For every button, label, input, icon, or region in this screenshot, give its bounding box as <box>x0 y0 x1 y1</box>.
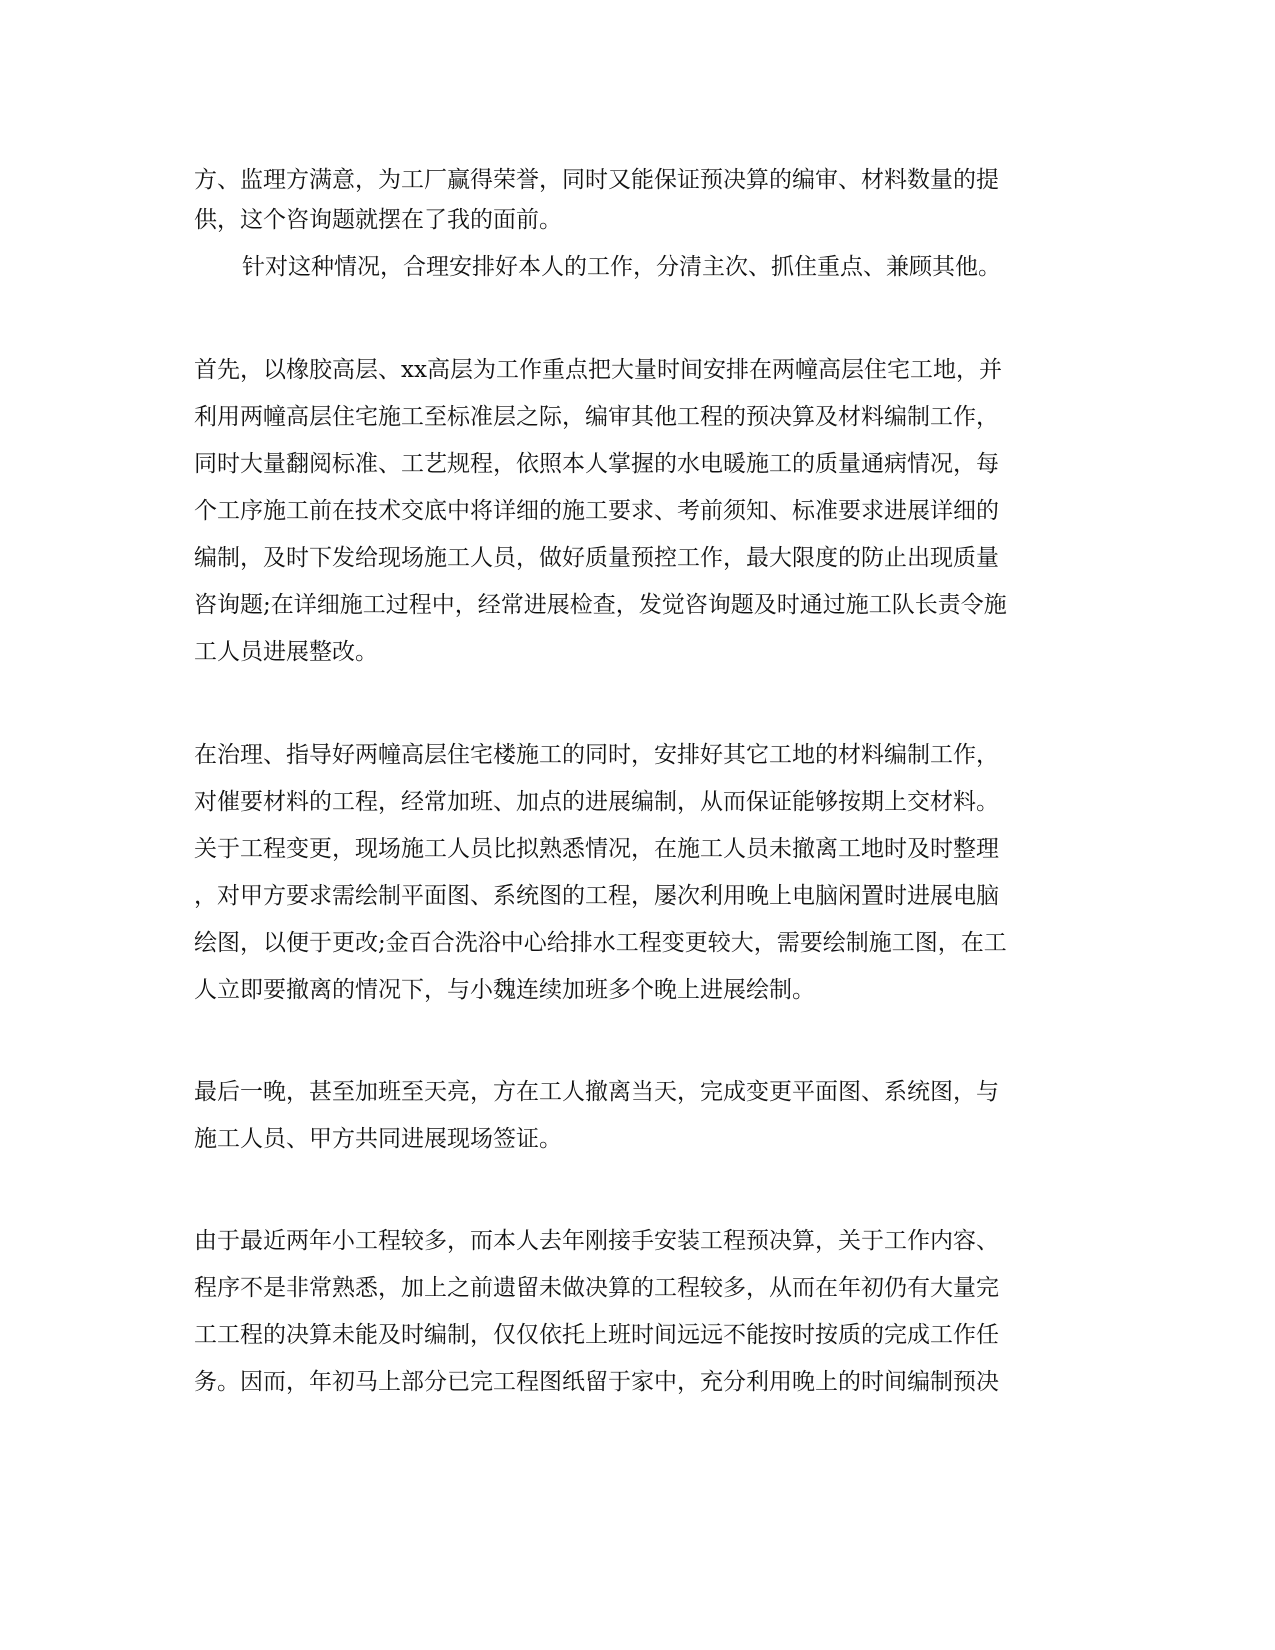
text-line: 同时大量翻阅标准、工艺规程，依照本人掌握的水电暖施工的质量通病情况，每 <box>194 451 999 477</box>
text-line: 对催要材料的工程，经常加班、加点的进展编制，从而保证能够按期上交材料。 <box>194 789 999 815</box>
text-line: 最后一晚，甚至加班至天亮，方在工人撤离当天，完成变更平面图、系统图，与 <box>194 1079 999 1105</box>
text-line: 人立即要撤离的情况下，与小魏连续加班多个晚上进展绘制。 <box>194 977 815 1003</box>
text-line: 方、监理方满意，为工厂赢得荣誉，同时又能保证预决算的编审、材料数量的提 <box>194 167 999 193</box>
text-line: 利用两幢高层住宅施工至标准层之际，编审其他工程的预决算及材料编制工作， <box>194 404 999 430</box>
text-line: 施工人员、甲方共同进展现场签证。 <box>194 1126 562 1152</box>
text-line: 咨询题;在详细施工过程中，经常进展检查，发觉咨询题及时通过施工队长责令施 <box>194 592 1007 618</box>
text-line: 首先，以橡胶高层、xx高层为工作重点把大量时间安排在两幢高层住宅工地，并 <box>194 357 1002 383</box>
text-line: 由于最近两年小工程较多，而本人去年刚接手安装工程预决算，关于工作内容、 <box>194 1228 999 1254</box>
text-line: 关于工程变更，现场施工人员比拟熟悉情况，在施工人员未撤离工地时及时整理 <box>194 836 999 862</box>
text-line: 编制，及时下发给现场施工人员，做好质量预控工作，最大限度的防止出现质量 <box>194 545 999 571</box>
text-line: ，对甲方要求需绘制平面图、系统图的工程，屡次利用晚上电脑闲置时进展电脑 <box>194 883 999 909</box>
text-line: 程序不是非常熟悉，加上之前遗留未做决算的工程较多，从而在年初仍有大量完 <box>194 1275 999 1301</box>
text-line: 绘图，以便于更改;金百合洗浴中心给排水工程变更较大，需要绘制施工图，在工 <box>194 930 1007 956</box>
text-line: 个工序施工前在技术交底中将详细的施工要求、考前须知、标准要求进展详细的 <box>194 498 999 524</box>
text-line: 在治理、指导好两幢高层住宅楼施工的同时，安排好其它工地的材料编制工作， <box>194 742 999 768</box>
text-line: 工工程的决算未能及时编制，仅仅依托上班时间远远不能按时按质的完成工作任 <box>194 1322 999 1348</box>
text-line: 针对这种情况，合理安排好本人的工作，分清主次、抓住重点、兼顾其他。 <box>242 254 1001 280</box>
text-line: 务。因而，年初马上部分已完工程图纸留于家中，充分利用晚上的时间编制预决 <box>194 1369 999 1395</box>
text-line: 工人员进展整改。 <box>194 639 378 665</box>
text-line: 供，这个咨询题就摆在了我的面前。 <box>194 207 562 233</box>
